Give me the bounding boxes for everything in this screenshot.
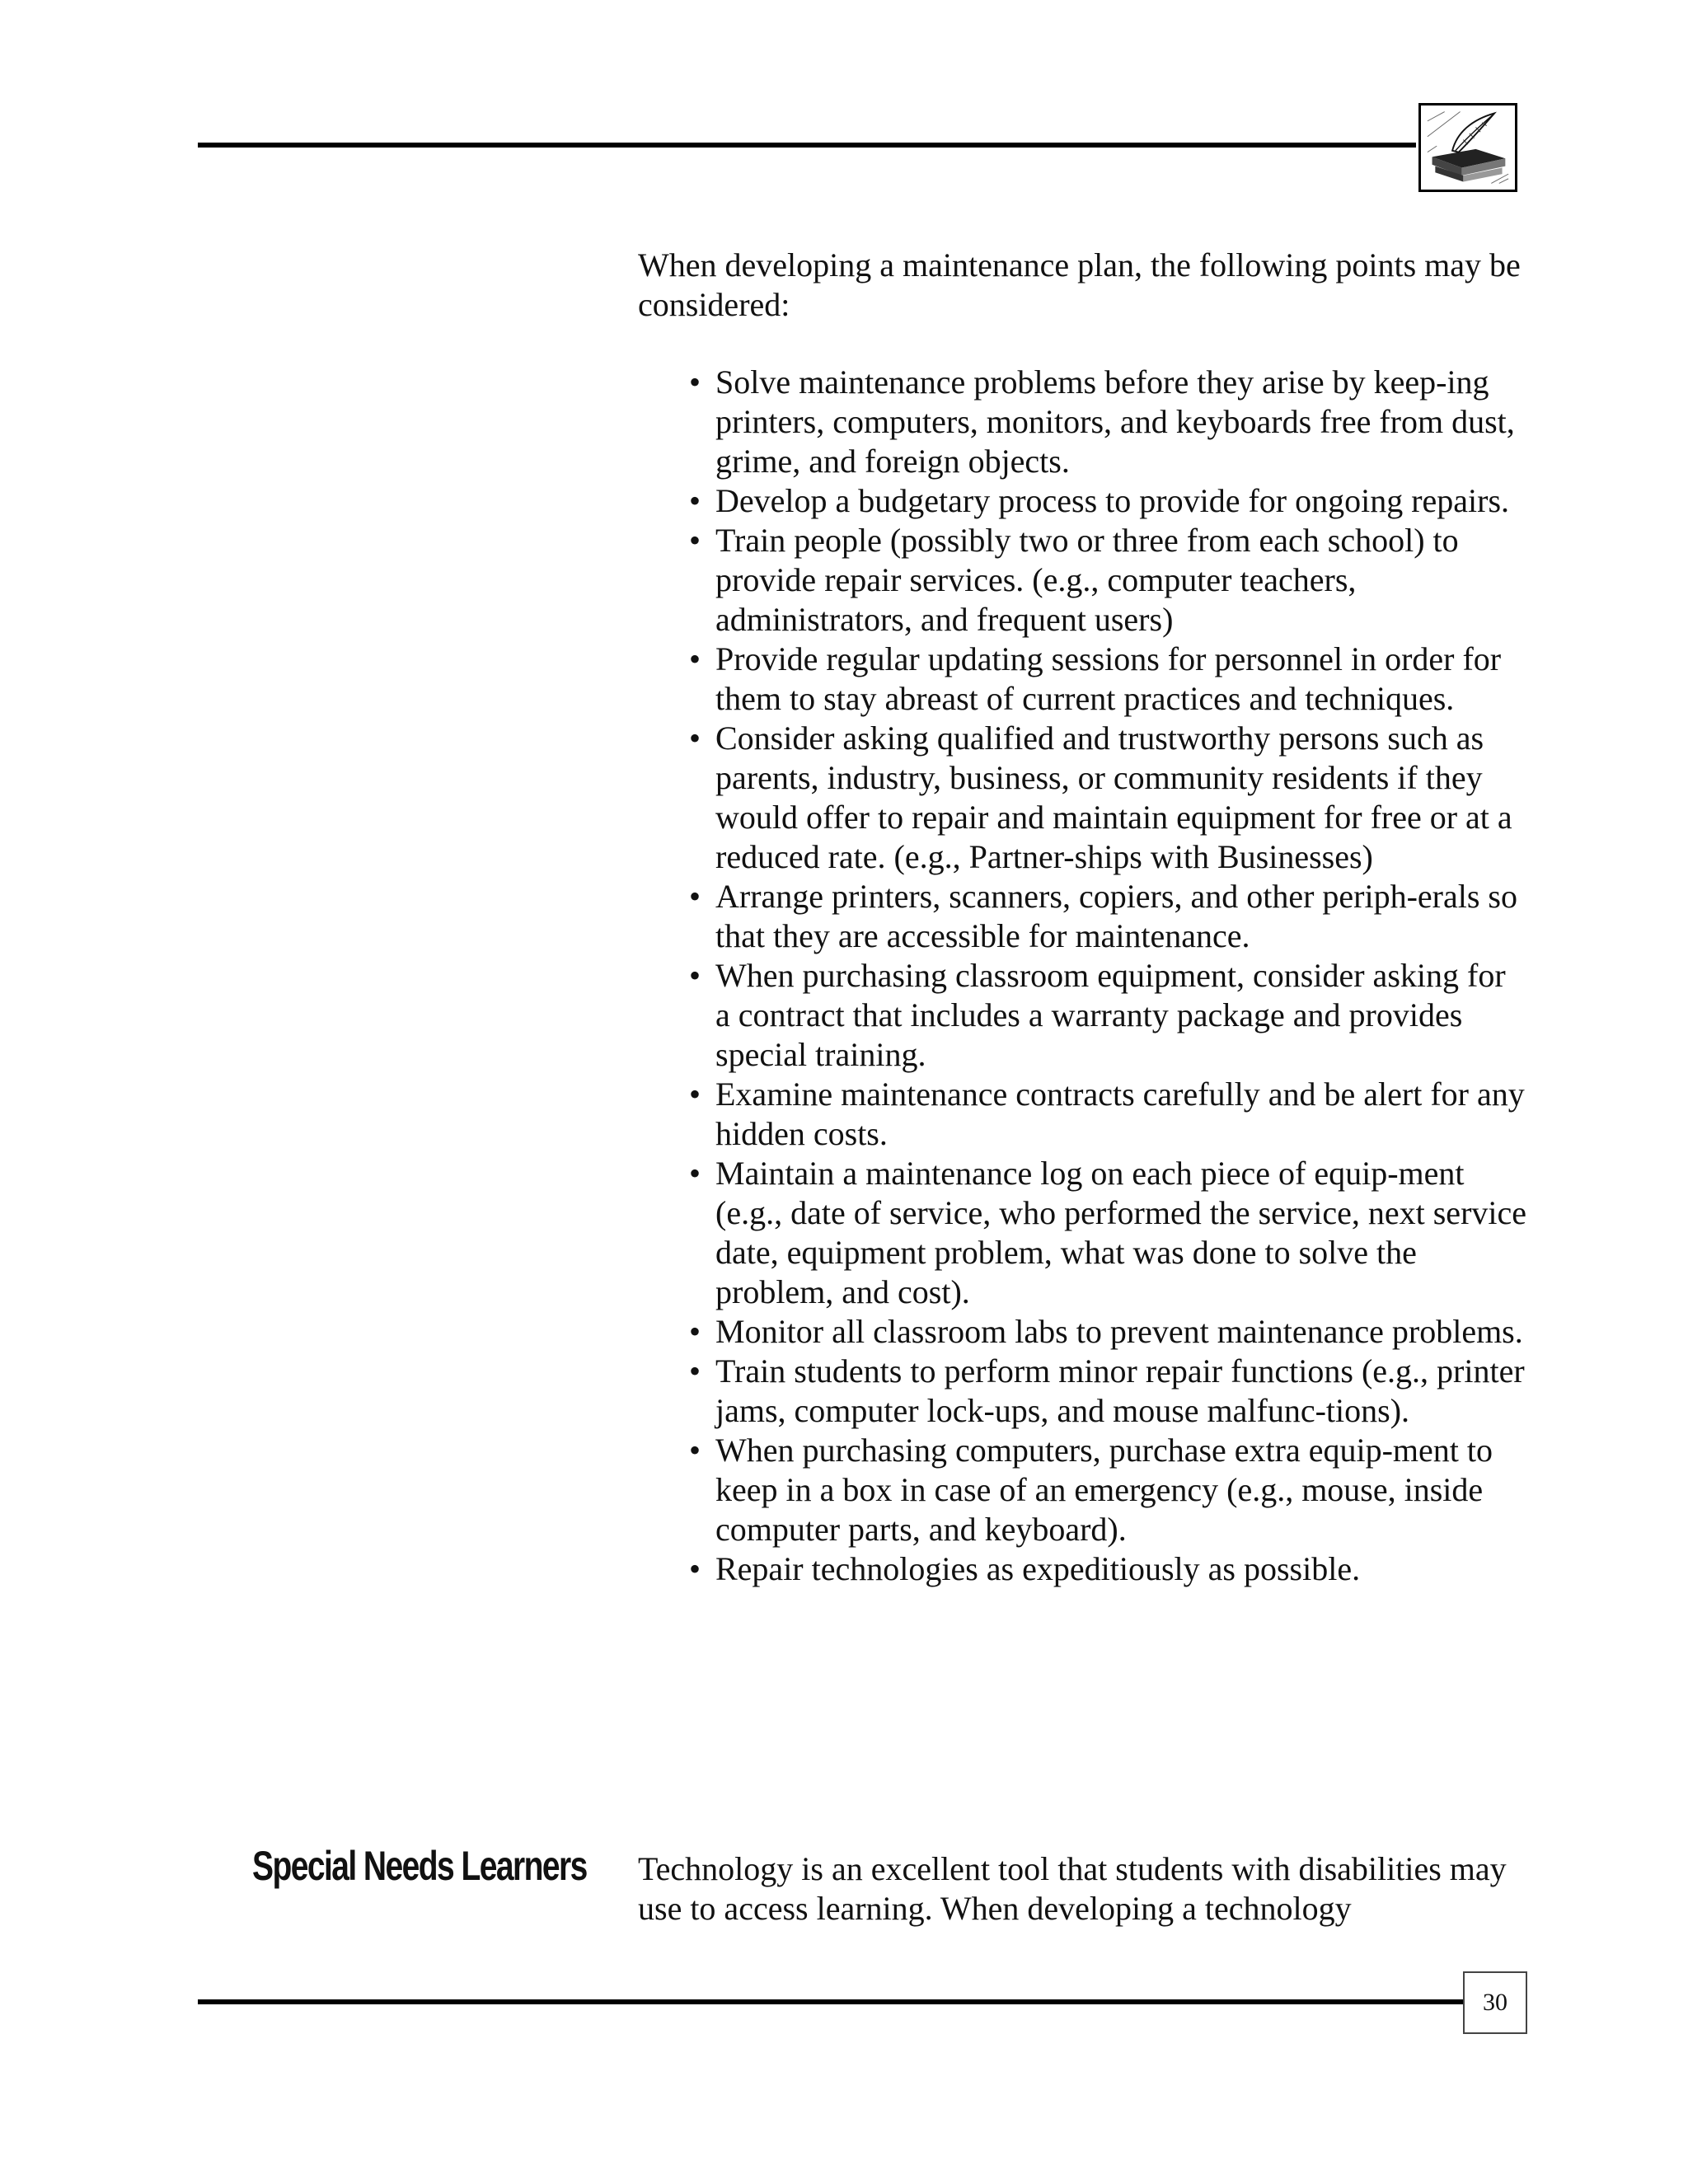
list-item: • Provide regular updating sessions for personnel in order for them to stay abreast of current practices and techniques. <box>638 640 1528 719</box>
list-item: • Consider asking qualified and trustworthy persons such as parents, industry, business, or community residents if they would offer to repair and maintain equipment for free or at a reduced rate. (e.g., Partner-ships with Businesses) <box>638 719 1528 877</box>
list-item: • Repair technologies as expeditiously as possible. <box>638 1549 1528 1589</box>
special-needs-paragraph: Technology is an excellent tool that students with disabilities may use to access learning. When developing a technology <box>638 1850 1507 1927</box>
list-item: • Solve maintenance problems before they arise by keep-ing printers, computers, monitors, and keyboards free from dust, grime, and foreign objects. <box>638 363 1528 481</box>
section-heading-special-needs: Special Needs Learners <box>252 1843 587 1889</box>
list-item: • Develop a budgetary process to provide for ongoing repairs. <box>638 481 1528 521</box>
list-item: • When purchasing classroom equipment, consider asking for a contract that includes a warranty package and provides special training. <box>638 956 1528 1075</box>
list-item: • Monitor all classroom labs to prevent maintenance problems. <box>638 1312 1528 1352</box>
quill-and-book-icon <box>1418 103 1517 192</box>
list-item: • Examine maintenance contracts carefully and be alert for any hidden costs. <box>638 1075 1528 1154</box>
list-item: • Arrange printers, scanners, copiers, and other periph-erals so that they are accessible for maintenance. <box>638 877 1528 956</box>
main-content <box>638 246 1528 1589</box>
footer-rule <box>198 1999 1463 2004</box>
page-number: 30 <box>1463 1971 1527 2034</box>
header-rule <box>198 143 1416 148</box>
list-item: • When purchasing computers, purchase extra equip-ment to keep in a box in case of an emergency (e.g., mouse, inside computer parts, and keyboard). <box>638 1431 1528 1549</box>
list-item: • Train people (possibly two or three from each school) to provide repair services. (e.g., computer teachers, administrators, and frequent users) <box>638 521 1528 640</box>
maintenance-points-list <box>638 363 1528 1589</box>
intro-paragraph: When developing a maintenance plan, the following points may be considered: <box>638 246 1521 323</box>
list-item: • Maintain a maintenance log on each piece of equip-ment (e.g., date of service, who performed the service, next service date, equipment problem, what was done to solve the problem, and cost). <box>638 1154 1528 1312</box>
list-item: • Train students to perform minor repair functions (e.g., printer jams, computer lock-ups, and mouse malfunc-tions). <box>638 1352 1528 1431</box>
